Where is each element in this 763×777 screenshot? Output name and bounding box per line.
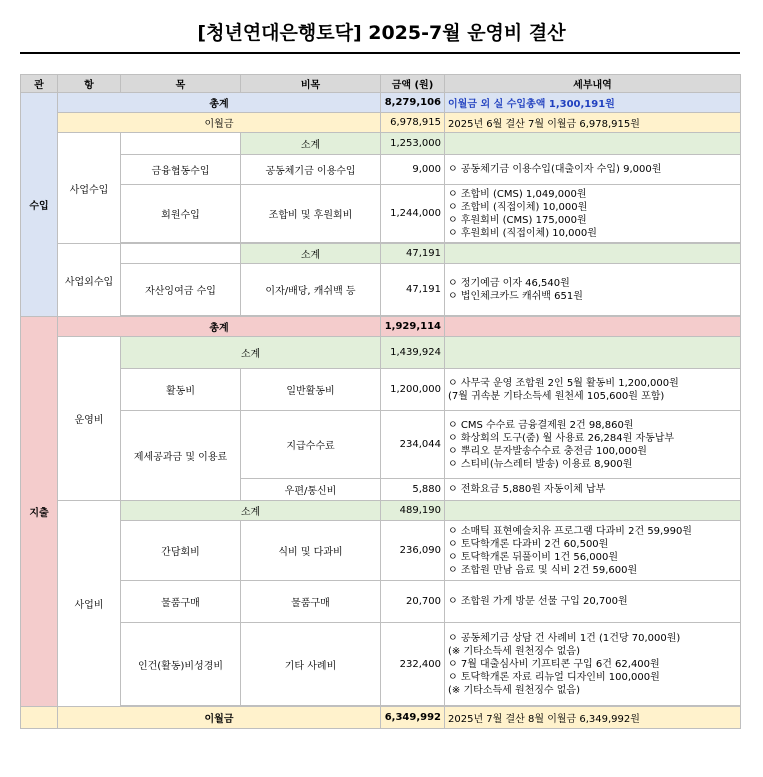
detail-line: ㅇ 전화요금 5,880원 자동이체 납부: [448, 484, 606, 495]
table-row: [21, 155, 741, 185]
header-gwan: 관: [21, 75, 58, 93]
row-mok: 물품구매: [121, 581, 241, 623]
table-header: [21, 75, 741, 93]
detail-line: (7월 귀속분 기타소득세 원천세 105,600원 포함): [448, 390, 665, 402]
row-amount: 1,200,000: [381, 369, 445, 411]
row-amount: 5,880: [381, 479, 445, 501]
row-mok: 자산잉여금 수입: [121, 264, 241, 316]
nonbusiness-income-subtotal-row: [21, 244, 741, 264]
business-income-subtotal-label: 소계: [241, 133, 381, 155]
detail-line: ㅇ 스티비(뉴스레터 발송) 이용료 8,900원: [448, 458, 633, 470]
detail-line: ㅇ 소매틱 표현예술치유 프로그램 다과비 2건 59,990원: [448, 525, 692, 537]
header-detail: 세부내역: [445, 75, 741, 93]
detail-line: ㅇ 토닥학개론 뒤풀이비 1건 56,000원: [448, 551, 618, 563]
row-mok: 제세공과금 및 이용료: [121, 411, 241, 501]
expense-section-label: 지출: [21, 317, 58, 707]
row-detail: [445, 185, 741, 243]
program-subtotal-amount: 489,190: [381, 501, 445, 521]
income-total-row: [21, 93, 741, 113]
final-carryover-amount: 6,349,992: [381, 707, 445, 729]
table-row: [21, 185, 741, 243]
detail-line: ㅇ 뿌리오 문자발송수수료 충전금 100,000원: [448, 445, 647, 457]
row-amount: 47,191: [381, 264, 445, 316]
final-carryover-row: [21, 707, 741, 729]
budget-table: [20, 74, 741, 729]
table-row: [21, 521, 741, 581]
row-bimok: 물품구매: [241, 581, 381, 623]
income-carryover-row: [21, 113, 741, 133]
detail-line: ㅇ 사무국 운영 조합원 2인 5월 활동비 1,200,000원: [448, 377, 679, 389]
header-mok: 목: [121, 75, 241, 93]
row-detail: [445, 264, 741, 316]
row-mok: 간담회비: [121, 521, 241, 581]
nonbusiness-income-subtotal-label: 소계: [241, 244, 381, 264]
row-amount: 1,244,000: [381, 185, 445, 243]
operating-label: 운영비: [58, 337, 121, 501]
row-amount: 236,090: [381, 521, 445, 581]
expense-total-row: [21, 317, 741, 337]
row-bimok: 기타 사례비: [241, 623, 381, 706]
detail-line: ㅇ 법인체크카드 캐쉬백 651원: [448, 290, 583, 302]
operating-subtotal-label: 소계: [121, 337, 381, 369]
row-detail: [445, 155, 741, 185]
row-bimok: 공동체기금 이용수입: [241, 155, 381, 185]
business-income-subtotal-amount: 1,253,000: [381, 133, 445, 155]
detail-line: ㅇ 조합원 만남 음료 및 식비 2건 59,600원: [448, 564, 638, 576]
income-carryover-amount: 6,978,915: [381, 113, 445, 133]
income-total-label: 총계: [58, 93, 381, 113]
nonbusiness-income-label: 사업외수입: [58, 244, 121, 317]
header-bimok: 비목: [241, 75, 381, 93]
operating-subtotal-amount: 1,439,924: [381, 337, 445, 369]
detail-line: ㅇ CMS 수수료 금융결제원 2건 98,860원: [448, 419, 634, 431]
row-detail: [445, 623, 741, 706]
header-hang: 항: [58, 75, 121, 93]
row-bimok: 이자/배당, 캐쉬백 등: [241, 264, 381, 316]
row-mok: 활동비: [121, 369, 241, 411]
table-row: [21, 581, 741, 623]
row-bimok: 우편/통신비: [241, 479, 381, 501]
table-row: [21, 623, 741, 706]
income-section-label: 수입: [21, 93, 58, 317]
business-income-label: 사업수입: [58, 133, 121, 244]
nonbusiness-income-subtotal-amount: 47,191: [381, 244, 445, 264]
business-income-subtotal-row: [21, 133, 741, 155]
row-detail: [445, 411, 741, 479]
row-bimok: 식비 및 다과비: [241, 521, 381, 581]
detail-line: ㅇ 조합원 가게 방문 선물 구입 20,700원: [448, 596, 628, 607]
row-detail: [445, 581, 741, 623]
program-label: 사업비: [58, 501, 121, 707]
detail-line: (※ 기타소득세 원천징수 없음): [448, 684, 580, 696]
page-title: [청년연대은행토닥] 2025-7월 운영비 결산: [197, 22, 566, 44]
row-amount: 234,044: [381, 411, 445, 479]
operating-subtotal-row: [21, 337, 741, 369]
detail-line: ㅇ 후원회비 (직접이체) 10,000원: [448, 227, 597, 239]
detail-line: ㅇ 화상회의 도구(줌) 월 사용료 26,284원 자동납부: [448, 432, 675, 444]
program-subtotal-label: 소계: [121, 501, 381, 521]
detail-line: (※ 기타소득세 원천징수 없음): [448, 645, 580, 657]
detail-line: ㅇ 조합비 (CMS) 1,049,000원: [448, 188, 587, 200]
expense-total-amount: 1,929,114: [381, 317, 445, 337]
income-total-detail: 이월금 외 실 수입총액 1,300,191원: [445, 93, 741, 113]
row-detail: [445, 479, 741, 501]
income-total-amount: 8,279,106: [381, 93, 445, 113]
detail-line: ㅇ 후원회비 (CMS) 175,000원: [448, 214, 587, 226]
detail-line: ㅇ 토닥학개론 다과비 2건 60,500원: [448, 538, 609, 550]
detail-line: ㅇ 토닥학개론 자료 리뉴얼 디자인비 100,000원: [448, 671, 660, 683]
row-amount: 9,000: [381, 155, 445, 185]
detail-line: ㅇ 조합비 (직접이체) 10,000원: [448, 201, 588, 213]
header-amount: 금액 (원): [381, 75, 445, 93]
table-row: [21, 411, 741, 479]
row-amount: 20,700: [381, 581, 445, 623]
row-mok: 금융협동수입: [121, 155, 241, 185]
detail-line: ㅇ 정기예금 이자 46,540원: [448, 277, 570, 289]
row-detail: [445, 369, 741, 411]
row-mok: 회원수입: [121, 185, 241, 243]
row-mok: 인건(활동)비성경비: [121, 623, 241, 706]
row-detail: [445, 521, 741, 581]
table-row: [21, 264, 741, 316]
program-subtotal-row: [21, 501, 741, 521]
income-carryover-detail: 2025년 6월 결산 7월 이월금 6,978,915원: [445, 113, 741, 133]
table-row: [21, 369, 741, 411]
final-carryover-label: 이월금: [58, 707, 381, 729]
row-amount: 232,400: [381, 623, 445, 706]
detail-line: ㅇ 7월 대출심사비 기프티콘 구입 6건 62,400원: [448, 658, 660, 670]
detail-line: ㅇ 공동체기금 이용수입(대출이자 수입) 9,000원: [448, 164, 662, 175]
row-bimok: 지급수수료: [241, 411, 381, 479]
income-carryover-label: 이월금: [58, 113, 381, 133]
detail-line: ㅇ 공동체기금 상담 건 사례비 1건 (1건당 70,000원): [448, 632, 681, 644]
title-divider: [20, 52, 740, 54]
row-bimok: 일반활동비: [241, 369, 381, 411]
row-bimok: 조합비 및 후원회비: [241, 185, 381, 243]
final-carryover-detail: 2025년 7월 결산 8월 이월금 6,349,992원: [445, 707, 741, 729]
expense-total-label: 총계: [58, 317, 381, 337]
